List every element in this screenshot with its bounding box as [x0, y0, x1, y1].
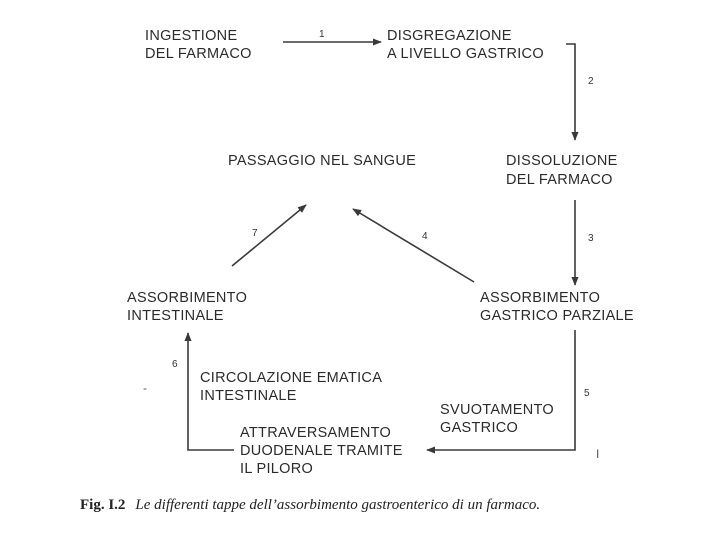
node-disgregazione: [387, 28, 544, 62]
node-attraversamento-line-3: IL PILORO: [240, 461, 314, 477]
node-passaggio: [228, 153, 416, 169]
arrow-numbers: [172, 29, 594, 399]
arrow-3-number: 3: [588, 233, 594, 244]
figure-caption-text: Le differenti tappe dell’assorbimento gastroenterico di un farmaco.: [135, 497, 541, 513]
node-svuotamento: [440, 402, 554, 436]
node-svuotamento-line-2: GASTRICO: [440, 420, 519, 436]
node-attraversamento-line-1: ATTRAVERSAMENTO: [240, 425, 392, 441]
node-disgregazione-line-1: DISGREGAZIONE: [387, 28, 512, 44]
arrow-4: [353, 209, 474, 282]
node-disgregazione-line-2: A LIVELLO GASTRICO: [387, 46, 544, 62]
arrow-6-number: 6: [172, 359, 178, 370]
arrow-7-line: [232, 205, 306, 266]
arrow-7: [232, 205, 306, 266]
node-assorbimento-gastrico-line-2: GASTRICO PARZIALE: [480, 308, 634, 324]
arrow-2: [566, 44, 575, 140]
node-assorbimento-intestinale: [127, 290, 247, 324]
node-dissoluzione: [506, 153, 618, 188]
figure-caption-label: Fig. I.2: [80, 497, 126, 513]
node-circolazione-line-1: CIRCOLAZIONE EMATICA: [200, 370, 383, 386]
node-ingestione-line-2: DEL FARMACO: [145, 46, 252, 62]
node-assorbimento-gastrico-line-1: ASSORBIMENTO: [480, 290, 601, 306]
arrow-4-number: 4: [422, 231, 428, 242]
figure-caption: [80, 497, 540, 514]
node-assorbimento-intestinale-line-1: ASSORBIMENTO: [127, 290, 248, 306]
node-ingestione-line-1: INGESTIONE: [145, 28, 238, 44]
node-dissoluzione-line-2: DEL FARMACO: [506, 172, 613, 188]
node-attraversamento: [240, 425, 403, 477]
node-ingestione: [145, 28, 252, 62]
node-assorbimento-intestinale-line-2: INTESTINALE: [127, 308, 224, 324]
node-svuotamento-line-1: SVUOTAMENTO: [440, 402, 554, 418]
node-attraversamento-line-2: DUODENALE TRAMITE: [240, 443, 403, 459]
node-circolazione-line-2: INTESTINALE: [200, 388, 297, 404]
node-passaggio-line-1: PASSAGGIO NEL SANGUE: [228, 153, 417, 169]
arrow-2-line: [566, 44, 575, 140]
node-assorbimento-gastrico: [480, 290, 634, 324]
node-dissoluzione-line-1: DISSOLUZIONE: [506, 153, 618, 169]
arrow-4-line: [353, 209, 474, 282]
node-circolazione: [200, 370, 382, 404]
arrow-5-number: 5: [584, 388, 590, 399]
stray-dash-mark: -: [143, 381, 147, 395]
arrow-2-number: 2: [588, 76, 594, 87]
arrow-1-number: 1: [319, 29, 325, 40]
stray-tick-mark: I: [596, 447, 600, 461]
arrow-7-number: 7: [252, 228, 258, 239]
